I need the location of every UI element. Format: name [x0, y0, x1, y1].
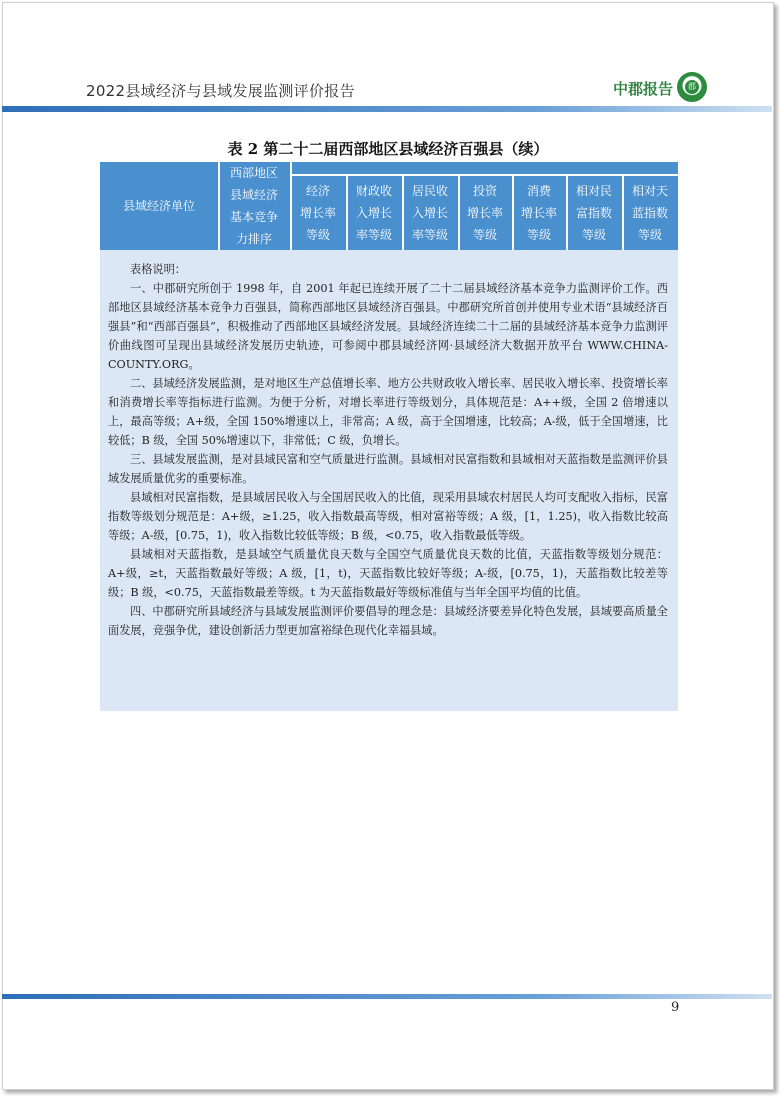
col-label: 消费 [526, 183, 551, 198]
table-header-row [100, 162, 678, 250]
header-divider [346, 174, 348, 250]
col-label: 居民收 [411, 183, 448, 198]
col-county-unit [100, 162, 218, 250]
header-divider [622, 174, 624, 250]
col-gdp-growth [290, 175, 346, 250]
brand-logo-icon [677, 72, 707, 102]
col-bluesky-index [622, 175, 678, 250]
table-caption: 表 2 第二十二届西部地区县域经济百强县（续） [227, 140, 549, 158]
col-label: 入增长 [355, 205, 392, 220]
table-notes [100, 250, 678, 711]
notes-paragraph: 三、县域发展监测，是对县域民富和空气质量进行监测。县域相对民富指数和县域相对天蓝指数是监测评价县域发展质量优劣的重要标准。 [108, 453, 668, 485]
notes-paragraph: 县域相对天蓝指数，是县域空气质量优良天数与全国空气质量优良天数的比值，天蓝指数等级划分规范：A+级，≥t，天蓝指数最好等级；A 级，[1，t)，天蓝指数比较好等级；A-级，[0.75，1)，天蓝指数比较差等级；B 级，<0.75，天蓝指数最差等级。t 为天蓝指数最好等级标准值与当年全国平均值的比值。 [108, 548, 668, 599]
col-income-growth [402, 175, 458, 250]
col-label: 经济 [305, 183, 330, 198]
notes-paragraph: 县域相对民富指数，是县域居民收入与全国居民收入的比值，现采用县域农村居民人均可支配收入指标，民富指数等级划分规范是：A+级，≥1.25，收入指数最高等级，相对富裕等级；A 级，[1，1.25)，收入指数比较高等级；A-级，[0.75，1)，收入指数比较低等级；B 级，<0.75，收入指数最低等级。 [108, 491, 668, 542]
header-divider [402, 174, 404, 250]
col-label: 率等级 [355, 227, 392, 242]
col-investment-growth [458, 175, 512, 250]
header-divider [566, 174, 568, 250]
table-header-grid [100, 162, 678, 250]
col-fiscal-growth [346, 175, 402, 250]
col-label: 蓝指数 [631, 205, 668, 220]
col-consumption-growth [512, 175, 566, 250]
col-label: 相对民 [575, 183, 612, 198]
footer-rule [2, 994, 772, 999]
col-label: 投资 [472, 183, 497, 198]
header-divider [290, 174, 678, 176]
header-rule [2, 106, 772, 112]
report-title: 2022县域经济与县域发展监测评价报告 [86, 82, 355, 100]
notes-paragraph: 四、中郡研究所县域经济与县域发展监测评价要倡导的理念是：县域经济要差异化特色发展，县域要高质量全面发展，竞强争优，建设创新活力型更加富裕绿色现代化幸福县域。 [108, 605, 668, 637]
col-label: 等级 [637, 227, 662, 242]
col-label: 增长率 [299, 205, 336, 220]
col-label: 西部地区 [229, 166, 278, 180]
col-label: 等级 [581, 227, 606, 242]
col-wealth-index [566, 175, 622, 250]
col-label: 等级 [526, 227, 551, 242]
page-number: 9 [671, 1000, 680, 1015]
header-divider [458, 174, 460, 250]
col-label: 财政收 [355, 183, 392, 198]
col-label: 等级 [305, 227, 330, 242]
notes-heading: 表格说明： [130, 263, 186, 276]
col-label: 相对天 [631, 183, 668, 198]
col-label: 增长率 [520, 205, 557, 220]
col-label: 县域经济 [229, 188, 278, 202]
notes-paragraph: 二、县域经济发展监测，是对地区生产总值增长率、地方公共财政收入增长率、居民收入增长率、投资增长率和消费增长率等指标进行监测。为便于分析，对增长率进行等级划分，具体规范是：A++级，全国 2 倍增速以上，最高等级；A+级，全国 150%增速以上，非常高；A 级，高于全国增速，比较高；A-级，低于全国增速，比较低；B 级，全国 50%增速以下，非常低；C 级，负增长。 [108, 377, 668, 447]
col-label: 力排序 [235, 232, 272, 246]
col-label: 增长率 [466, 205, 503, 220]
col-label: 入增长 [411, 205, 448, 220]
logo-glyph: 郡 [685, 80, 699, 94]
header-divider [218, 162, 220, 250]
col-label: 等级 [472, 227, 497, 242]
col-label: 基本竞争 [229, 210, 278, 224]
header-divider [512, 174, 514, 250]
brand-name: 中郡报告 [613, 80, 674, 98]
col-label: 富指数 [575, 205, 612, 220]
col-label: 率等级 [411, 227, 448, 242]
col-competitiveness-rank [218, 162, 290, 250]
notes-paragraph: 一、中郡研究所创于 1998 年，自 2001 年起已连续开展了二十二届县域经济基本竞争力监测评价工作。西部地区县域经济基本竞争力百强县，简称西部地区县域经济百强县。中郡研究所首创并使用专业术语“县域经济百强县”和“西部百强县”，积极推动了西部地区县域经济发展。县域经济连续二十二届的县域经济基本竞争力监测评价曲线图可呈现出县域经济发展历史轨迹，可参阅中郡县域经济网·县域经济大数据开放平台 WWW.CHINA-COUNTY.ORG。 [108, 282, 668, 371]
col-label: 县域经济单位 [122, 199, 195, 213]
